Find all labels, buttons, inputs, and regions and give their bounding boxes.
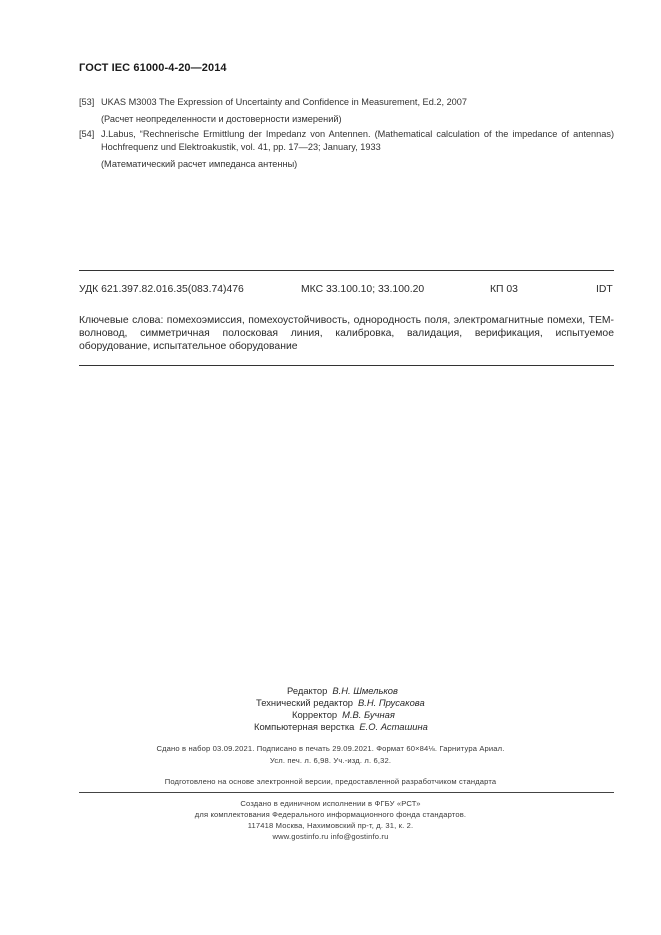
reference-text: J.Labus, “Rechnerische Ermittlung der Impedanz von Antennen. (Mathematical calculation of the impedance of antennas) Hochfrequenz und Elektroakustik, vol. 41, pp. 17—23; January, 1933 — [101, 129, 614, 152]
mks-code: МКС 33.100.10; 33.100.20 — [301, 284, 425, 295]
reference-54 — [79, 128, 614, 153]
divider-publisher — [79, 792, 614, 793]
credit-name: М.В. Бучная — [342, 709, 395, 720]
credit-name: Е.О. Асташина — [359, 721, 428, 732]
reference-number: [54] — [79, 129, 95, 139]
credit-editor — [287, 685, 398, 696]
print-info-line: Подготовлено на основе электронной версии, предоставленной разработчиком стандарта — [164, 777, 497, 786]
credit-layout — [254, 721, 428, 732]
credit-role: Компьютерная верстка — [254, 721, 355, 732]
credit-tech-editor — [256, 697, 425, 708]
divider-bottom — [79, 365, 614, 366]
publisher-line: 117418 Москва, Нахимовский пр-т, д. 31, к. 2. — [247, 821, 414, 830]
publisher-line: Создано в единичном исполнении в ФГБУ «РСТ» — [240, 799, 421, 808]
print-info-line: Сдано в набор 03.09.2021. Подписано в печать 29.09.2021. Формат 60×84⅛. Гарнитура Ариал. — [156, 744, 505, 753]
credit-name: В.Н. Шмельков — [332, 685, 398, 696]
credit-name: В.Н. Прусакова — [358, 697, 425, 708]
credit-role: Технический редактор — [256, 697, 354, 708]
print-info-line: Усл. печ. л. 6,98. Уч.-изд. л. 6,32. — [269, 756, 392, 765]
credit-corrector — [292, 709, 395, 720]
publisher-contacts: www.gostinfo.ru info@gostinfo.ru — [272, 832, 389, 841]
reference-translation: (Расчет неопределенности и достоверности измерений) — [101, 114, 342, 124]
publisher-line: для комплектования Федерального информационного фонда стандартов. — [194, 810, 467, 819]
document-header: ГОСТ IEC 61000-4-20—2014 — [79, 62, 227, 74]
reference-53 — [79, 96, 614, 109]
divider-top — [79, 270, 614, 271]
credit-role: Корректор — [292, 709, 338, 720]
reference-number: [53] — [79, 97, 95, 107]
keywords: Ключевые слова: помехоэмиссия, помехоустойчивость, однородность поля, электромагнитные помехи, ТЕМ-волновод, симметричная полосковая линия, калибровка, валидация, верификация, испытуемое оборудование, испытательное оборудование — [79, 315, 614, 352]
udk-code: УДК 621.397.82.016.35(083.74)476 — [79, 284, 244, 295]
idt-code: IDT — [596, 284, 613, 295]
kp-code: КП 03 — [490, 284, 518, 295]
credit-role: Редактор — [287, 685, 328, 696]
reference-translation: (Математический расчет импеданса антенны) — [101, 159, 298, 169]
reference-text: UKAS M3003 The Expression of Uncertainty and Confidence in Measurement, Ed.2, 2007 — [101, 97, 468, 107]
